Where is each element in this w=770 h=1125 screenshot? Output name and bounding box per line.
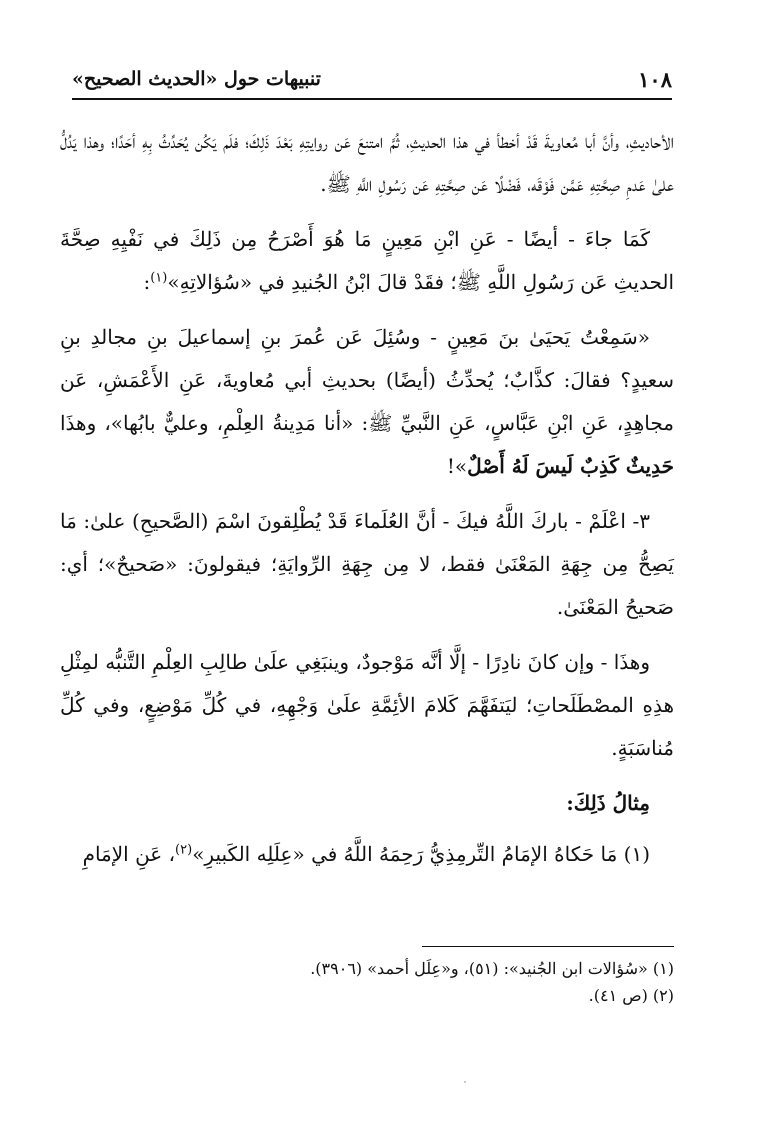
header-divider (72, 98, 672, 100)
main-text (60, 120, 674, 888)
emphasis-text: حَدِيثٌ كَذِبٌ لَيسَ لَهُ أَصْلٌ (467, 454, 674, 478)
paragraph-text: »! (446, 454, 468, 478)
footnote: (٢) (ص ٤١). (588, 986, 674, 1005)
footnote-divider (422, 946, 674, 947)
paragraph (60, 641, 674, 770)
paragraph-text: وهذَا - وإن كانَ نادِرًا - إلَّا أنَّه مَوْجودٌ، وينبَغِي علَىٰ طالِبِ العِلْمِ التَّنبُّه لمِثْلِ هذِهِ المصْطَلَحاتِ؛ ليَتفَهَّمَ كَلامَ الأئِمَّةِ علَىٰ وَجْهِهِ، في كُلِّ مَوْضِعٍ، وفي كُلِّ مُناسَبَةٍ. (60, 650, 674, 760)
paragraph-text: (١) مَا حَكاهُ الإمَامُ التِّرمِذِيُّ رَحِمَهُ اللَّهُ في «عِلَلِه الكَبيرِ» (192, 842, 650, 866)
scan-speck (464, 1081, 466, 1083)
paragraph-text: «سَمِعْتُ يَحيَىٰ بنَ مَعِينٍ - وسُئِلَ عَن عُمرَ بنِ إسماعيلَ بنِ مجالدِ بنِ سعيدٍ؟ فقالَ: كذَّابٌ؛ يُحدِّثُ (أيضًا) بحديثِ أبي مُعاويةَ، عَنِ الأَعْمَشِ، عَن مجاهِدٍ، عَنِ ابْنِ عَبَّاسٍ، عَنِ النَّبيِّ ﷺ: «أنا مَدِينةُ العِلْمِ، وعليٌّ بابُها»، وهذَا (60, 325, 674, 435)
footnotes (60, 955, 674, 1009)
footnote-ref: (١) (150, 270, 168, 286)
footnote: (١) «سُؤالات ابن الجُنيد»: (٥١)، و«عِلَل أحمد» (٣٩٠٦). (310, 959, 674, 978)
paragraph-text: : (143, 270, 151, 294)
paragraph-text: ٣- اعْلَمْ - باركَ اللَّهُ فيكَ - أنَّ العُلَماءَ قَدْ يُطْلِقونَ اسْمَ (الصَّحيحِ) علىٰ: مَا يَصِحُّ مِن جِهَةِ المَعْنَىٰ فقط، لا مِن جِهَةِ الرِّوايَةِ؛ فيقولونَ: «صَحيحٌ»؛ أي: صَحيحُ المَعْنَىٰ. (60, 509, 674, 619)
paragraph-text: الأحاديثِ، وأنَّ أبا مُعاويةَ قَدْ أخطأ في هذا الحديثِ، ثُمَّ امتنعَ عَن روايتِهِ بَعْدَ ذَلِكَ؛ فلَم يَكُن يُحَدِّثُ بِهِ أحَدًا؛ وهذا يَدُلُّ علىٰ عَدمِ صِحَّتِهِ عَمَّن فَوْقَه، فَضْلًا عَن صِحَّتِهِ عَن رَسُولِ اللَّهِ ﷺ. (60, 129, 674, 196)
section-heading: مِثالُ ذَلِكَ: (566, 791, 650, 815)
paragraph (60, 500, 674, 629)
paragraph (60, 833, 674, 876)
paragraph-text: ، عَنِ الإمَامِ (82, 842, 176, 866)
paragraph-text: كَمَا جاءَ - أيضًا - عَنِ ابْنِ مَعِينٍ مَا هُوَ أَصْرَحُ مِن ذَلِكَ في نَفْيِهِ صِحَّةَ الحديثِ عَن رَسُولِ اللَّهِ ﷺ؛ فقَدْ قالَ ابْنُ الجُنيدِ في «سُؤالاتِهِ» (60, 227, 674, 294)
running-title: تنبيهات حول «الحديث الصحيح» (72, 68, 321, 90)
paragraph (60, 316, 674, 488)
page-number: ١٠٨ (638, 66, 672, 92)
paragraph (60, 120, 674, 206)
paragraph (60, 218, 674, 304)
footnote-ref: (٢) (175, 842, 193, 858)
page-header (72, 62, 672, 96)
